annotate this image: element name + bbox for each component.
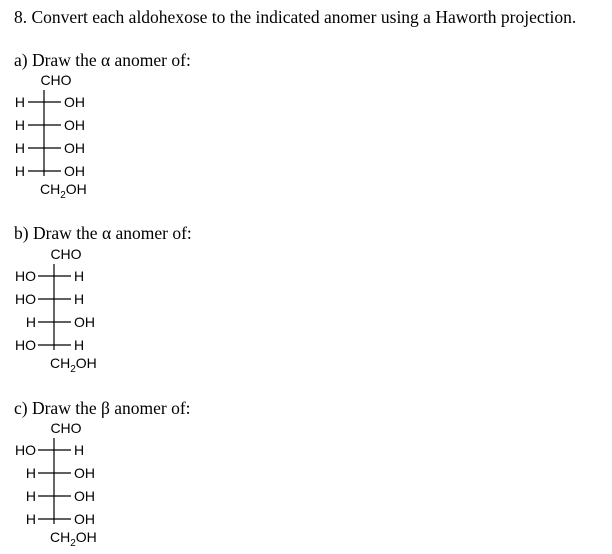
bottom-group-oh: OH: [75, 355, 97, 371]
fischer-projection-c: [0, 416, 200, 548]
left-substituent: HO: [15, 291, 36, 307]
top-group: CHO: [50, 420, 82, 436]
left-substituent: H: [14, 94, 25, 110]
left-substituent: HO: [15, 268, 36, 284]
part-a-label: a) Draw the α anomer of:: [14, 50, 191, 70]
left-substituent: H: [14, 163, 25, 179]
bottom-group-subscript: 2: [60, 190, 66, 201]
bottom-group: [40, 181, 87, 201]
left-substituent: H: [25, 465, 36, 481]
bottom-group-ch: CH: [50, 529, 71, 545]
right-substituent: OH: [64, 140, 85, 156]
left-substituent: H: [25, 511, 36, 527]
right-substituent: H: [74, 291, 85, 307]
top-group: CHO: [40, 72, 72, 88]
bottom-group-ch: CH: [50, 355, 71, 371]
right-substituent: OH: [74, 511, 95, 527]
right-substituent: OH: [74, 314, 95, 330]
part-c-label: c) Draw the β anomer of:: [14, 398, 191, 418]
bottom-group-subscript: 2: [70, 538, 76, 549]
bottom-group-subscript: 2: [70, 364, 76, 375]
fischer-projection-b: [0, 242, 200, 374]
left-substituent: H: [25, 488, 36, 504]
bottom-group-oh: OH: [75, 529, 97, 545]
bottom-group-oh: OH: [65, 181, 87, 197]
right-substituent: H: [74, 268, 85, 284]
right-substituent: OH: [64, 163, 85, 179]
right-substituent: OH: [74, 488, 95, 504]
fischer-projection-a: [0, 68, 200, 200]
bottom-group: [50, 355, 97, 375]
bottom-group-ch: CH: [40, 181, 61, 197]
right-substituent: OH: [74, 465, 95, 481]
right-substituent: OH: [64, 117, 85, 133]
right-substituent: OH: [64, 94, 85, 110]
left-substituent: H: [14, 117, 25, 133]
left-substituent: HO: [15, 337, 36, 353]
part-b-label: b) Draw the α anomer of:: [14, 223, 192, 243]
right-substituent: H: [74, 442, 85, 458]
right-substituent: H: [74, 337, 85, 353]
bottom-group: [50, 529, 97, 549]
left-substituent: H: [14, 140, 25, 156]
left-substituent: HO: [15, 442, 36, 458]
question-text: 8. Convert each aldohexose to the indicated anomer using a Haworth projection.: [14, 7, 577, 27]
left-substituent: H: [25, 314, 36, 330]
top-group: CHO: [50, 246, 82, 262]
